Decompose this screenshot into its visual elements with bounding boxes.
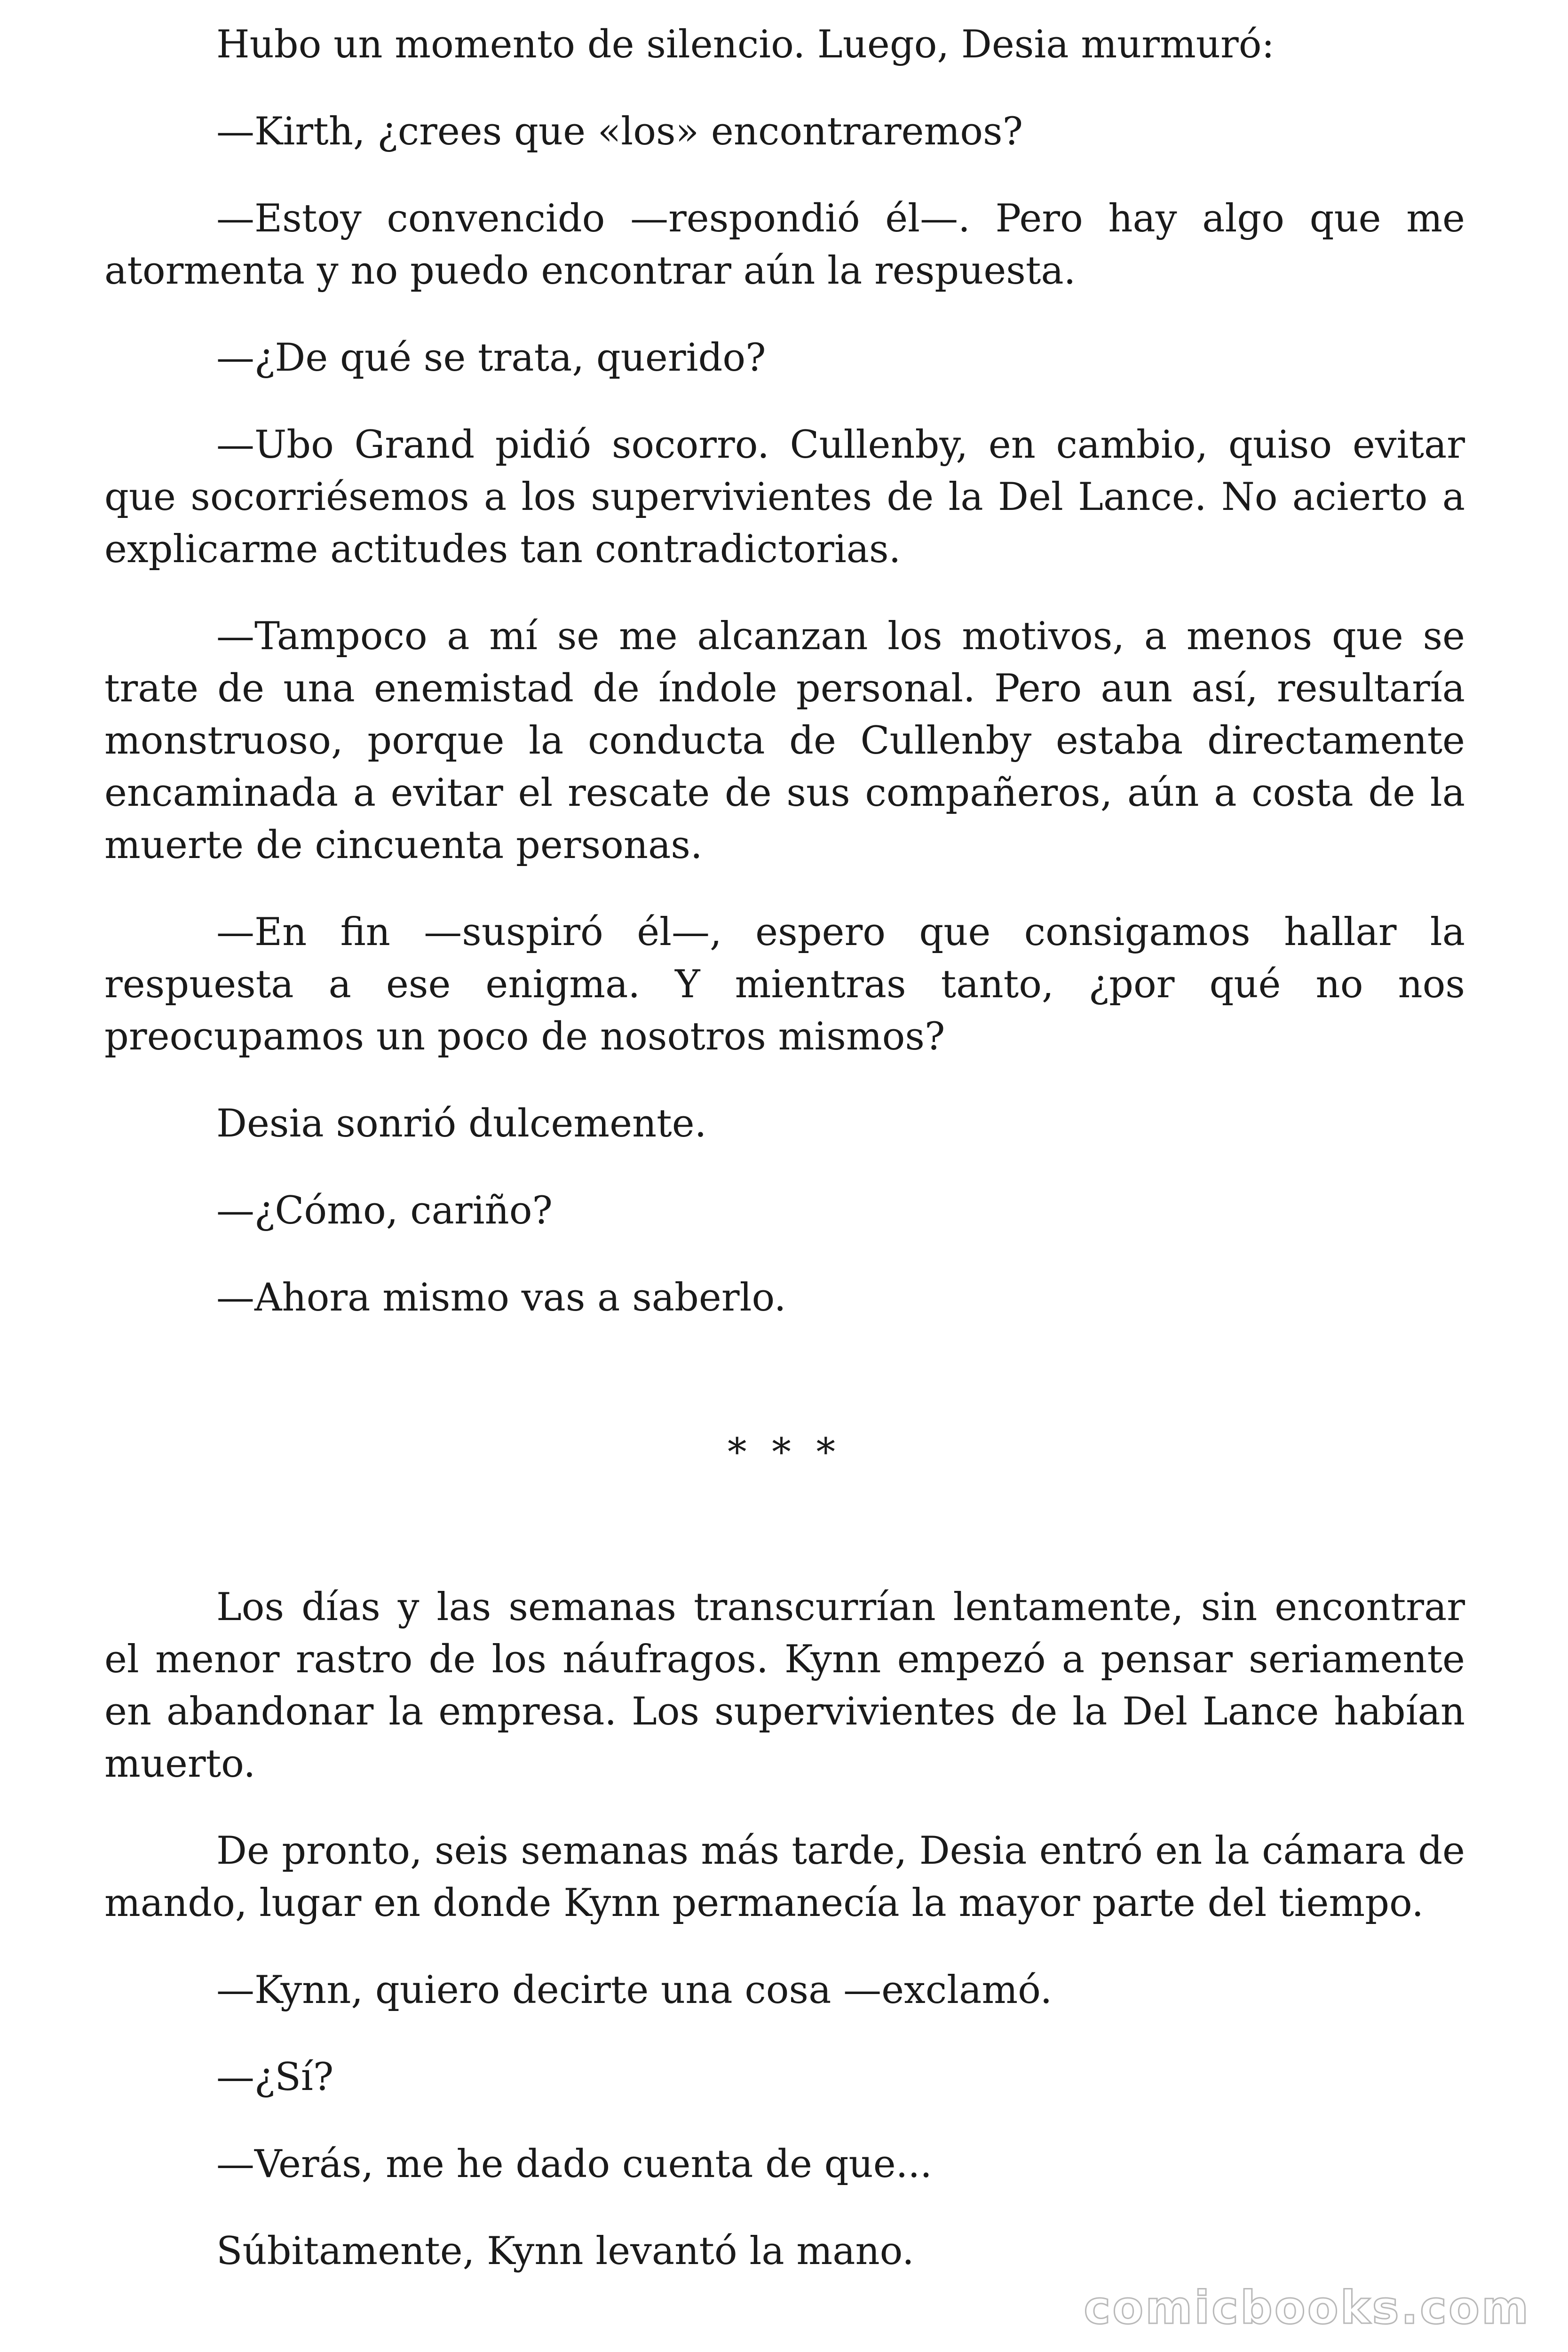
watermark-logo: comicbooks.com [1084,2281,1530,2334]
paragraph: —¿De qué se trata, querido? [216,336,766,380]
paragraph: —Tampoco a mí se me alcanzan los motivos, a menos que se trate de una enemistad de índole personal. Pero aun así, resultaría monstruoso, porque la conducta de Cullenby estaba directamente encaminada a evitar el rescate de sus compañeros, aún a costa de la muerte de cincuenta personas. [104,614,1465,867]
paragraph: —¿Cómo, cariño? [216,1189,553,1233]
paragraph: Hubo un momento de silencio. Luego, Desia murmuró: [216,23,1275,67]
paragraph: —Kirth, ¿crees que «los» encontraremos? [216,110,1023,154]
book-page [104,19,1465,2312]
paragraph: Los días y las semanas transcurrían lentamente, sin encontrar el menor rastro de los náufragos. Kynn empezó a pensar seriamente en abandonar la empresa. Los supervivientes de la Del Lance habían muerto. [104,1585,1465,1786]
scene-break: * * * [728,1430,842,1475]
paragraph: —En fin —suspiró él—, espero que consigamos hallar la respuesta a ese enigma. Y mientras tanto, ¿por qué no nos preocupamos un poco de nosotros mismos? [104,910,1465,1059]
paragraph: Súbitamente, Kynn levantó la mano. [216,2229,914,2273]
paragraph: De pronto, seis semanas más tarde, Desia entró en la cámara de mando, lugar en donde Kynn permanecía la mayor parte del tiempo. [104,1829,1465,1925]
paragraph: —Verás, me he dado cuenta de que... [216,2142,932,2186]
paragraph: —¿Sí? [216,2055,334,2099]
paragraph: —Ubo Grand pidió socorro. Cullenby, en cambio, quiso evitar que socorriésemos a los supervivientes de la Del Lance. No acierto a explicarme actitudes tan contradictorias. [104,423,1465,572]
paragraph: —Ahora mismo vas a saberlo. [216,1276,786,1320]
paragraph: —Kynn, quiero decirte una cosa —exclamó. [216,1968,1053,2012]
paragraph: Desia sonrió dulcemente. [216,1102,707,1146]
paragraph: —Estoy convencido —respondió él—. Pero hay algo que me atormenta y no puedo encontrar aún la respuesta. [104,197,1465,293]
